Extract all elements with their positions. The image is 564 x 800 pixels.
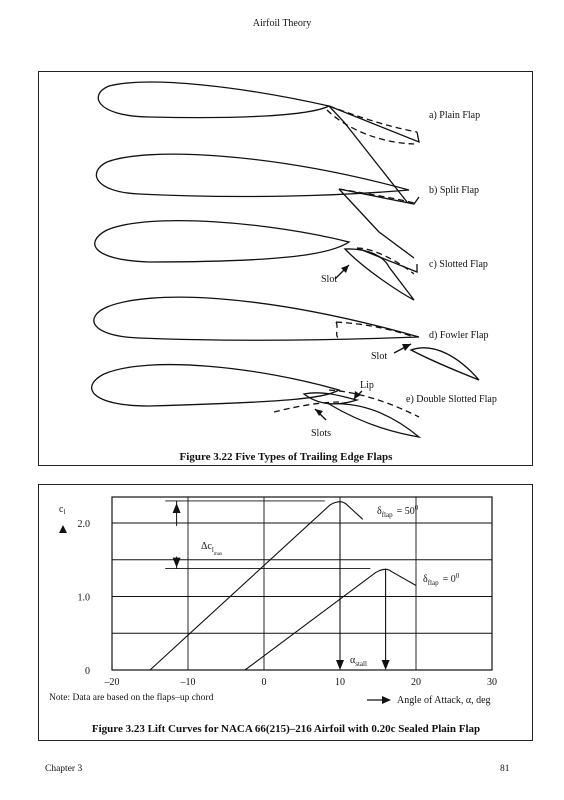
flap-label-b: b) Split Flap xyxy=(429,185,480,196)
y-tick-label: 1.0 xyxy=(77,592,90,604)
y-tick-label: 2.0 xyxy=(77,519,90,530)
chart-note: Note: Data are based on the flaps–up chord xyxy=(49,693,214,703)
footer-page-number: 81 xyxy=(500,764,510,774)
y-axis-arrow-icon xyxy=(59,525,67,533)
figure-3-22-caption: Figure 3.22 Five Types of Trailing Edge Flaps xyxy=(179,451,393,463)
slot-label-d: Slot xyxy=(371,351,388,362)
slot-label-c: Slot xyxy=(321,274,338,285)
chart-annotations xyxy=(165,501,389,670)
delta-arrow-down-head xyxy=(173,558,181,568)
flap-label-e: e) Double Slotted Flap xyxy=(406,394,497,405)
alpha-stall-label: $\alpha_{stall}$ xyxy=(350,655,367,668)
delta-arrow-up-head xyxy=(173,503,181,513)
airfoil-plain-flap xyxy=(98,82,419,202)
figure-3-22-frame xyxy=(38,71,533,466)
lip-label-e: Lip xyxy=(360,380,374,391)
lift-curve-chart xyxy=(39,485,534,742)
airfoil-split-flap xyxy=(96,154,419,258)
x-tick-label: 0 xyxy=(261,677,267,688)
y-tick-label: 0 xyxy=(85,666,90,677)
footer-chapter: Chapter 3 xyxy=(45,764,83,774)
figure-3-23-frame xyxy=(38,484,533,741)
x-tick-label: 30 xyxy=(487,677,497,688)
x-tick-label: –10 xyxy=(180,677,196,688)
flap-50-label: $\delta_{flap} = 50^0$ xyxy=(377,504,419,519)
flap-label-a: a) Plain Flap xyxy=(429,110,481,121)
stall-arrow-50-head xyxy=(336,660,344,670)
x-axis-arrowhead-icon xyxy=(382,696,391,704)
series-line-flap-50 xyxy=(150,502,363,670)
trailing-edge-flaps-diagram xyxy=(39,72,534,467)
airfoil-fowler-flap xyxy=(94,297,479,380)
x-tick-label: –20 xyxy=(104,677,120,688)
series-line-flap-0 xyxy=(245,569,416,670)
flap-label-c: c) Slotted Flap xyxy=(429,259,488,270)
airfoil-slotted-flap xyxy=(95,221,417,300)
y-axis-label: $c_l$ xyxy=(59,504,66,516)
delta-cl-max-label: $\Delta c_{lmax}$ xyxy=(201,541,223,557)
stall-arrow-0-head xyxy=(382,660,390,670)
x-axis-label: Angle of Attack, α, deg xyxy=(397,695,491,706)
flap-0-label: $\delta_{flap} = 0^0$ xyxy=(423,572,460,587)
flap-label-d: d) Fowler Flap xyxy=(429,330,489,341)
chart-series xyxy=(150,502,416,670)
slots-label-e: Slots xyxy=(311,428,332,439)
airfoil-double-slotted-flap xyxy=(92,365,419,437)
running-header: Airfoil Theory xyxy=(252,18,312,29)
x-tick-label: 10 xyxy=(335,677,345,688)
figure-3-23-caption: Figure 3.23 Lift Curves for NACA 66(215)–216 Airfoil with 0.20c Sealed Plain Flap xyxy=(91,723,481,735)
x-tick-label: 20 xyxy=(411,677,421,688)
